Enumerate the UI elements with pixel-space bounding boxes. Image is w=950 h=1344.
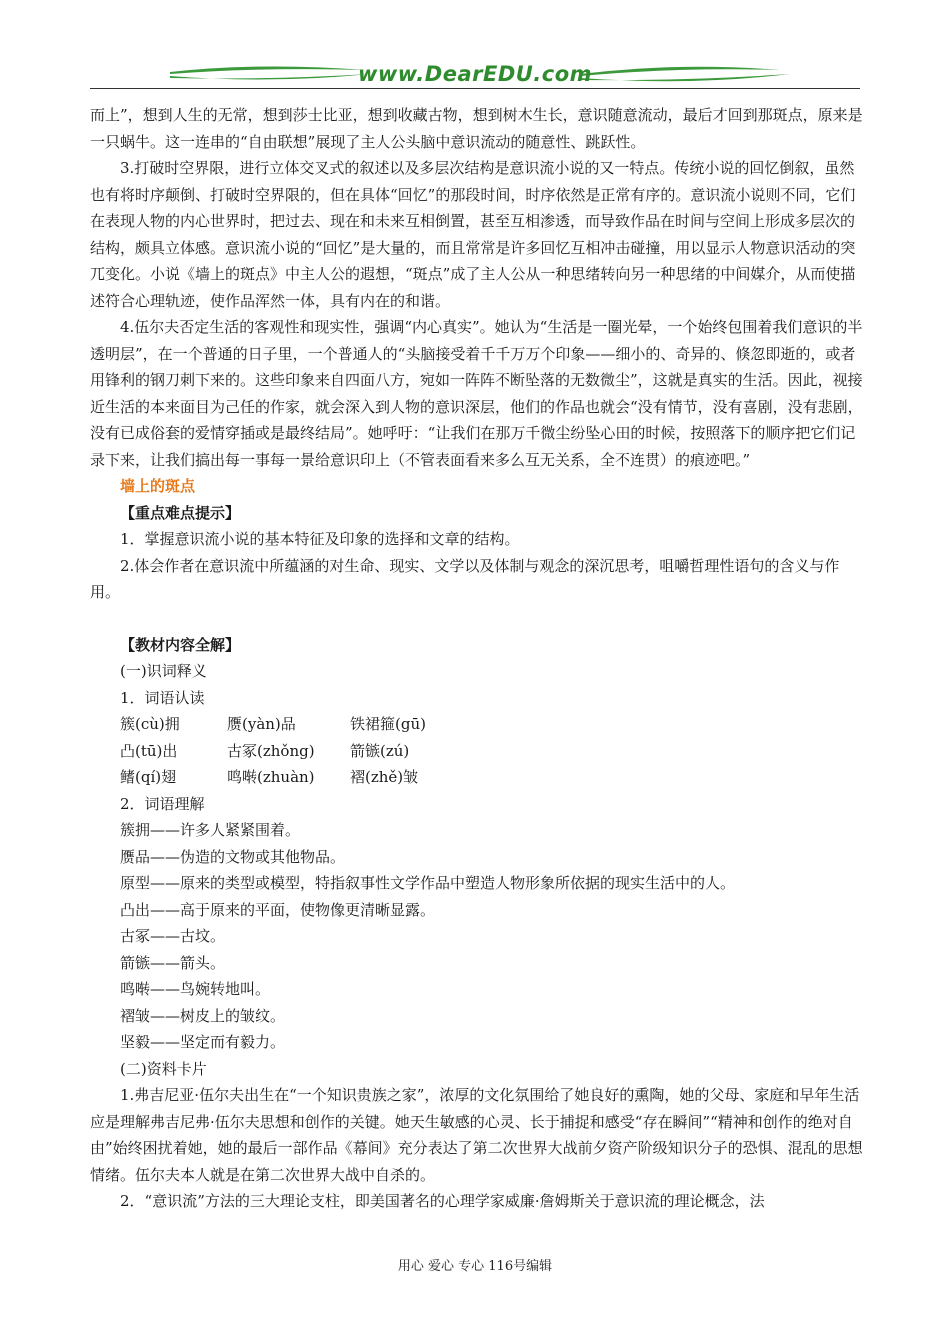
- key-point-item: 1．掌握意识流小说的基本特征及印象的选择和文章的结构。: [120, 530, 520, 548]
- info-card-paragraph: 2．“意识流”方法的三大理论支柱，即美国著名的心理学家威廉·詹姆斯关于意识流的理论概念，法: [120, 1192, 765, 1210]
- vocab-word: 褶(zhě)皱: [350, 768, 419, 786]
- subsection-info-card: (二)资料卡片: [120, 1059, 207, 1078]
- vocab-meaning: 凸出——高于原来的平面，使物像更清晰显露。: [120, 900, 436, 919]
- vocab-row: [90, 738, 865, 765]
- vocab-meaning: 簇拥——许多人紧紧围着。: [120, 821, 301, 839]
- vocab-meaning: 原型——原来的类型或模型，特指叙事性文学作品中塑造人物形象所依据的现实生活中的人。: [120, 874, 736, 892]
- info-card-paragraph: 1.弗吉尼亚·伍尔夫出生在“一个知识贵族之家”，浓厚的文化氛围给了她良好的熏陶，她的父母、家庭和早年生活应是理解弗吉尼弗·伍尔夫思想和创作的关键。她天生敏感的心灵、长于捕捉和感受“存在瞬间”“精神和创作的绝对自由”始终困扰着她，她的最后一部作品《幕间》充分表达了第二次世界大战前夕资产阶级知识分子的恐惧、混乱的思想情绪。伍尔夫本人就是在第二次世界大战中自杀的。: [90, 1086, 863, 1184]
- vocab-row: [90, 711, 865, 738]
- paragraph-point-3: 3.打破时空界限，进行立体交叉式的叙述以及多层次结构是意识流小说的又一特点。传统小说的回忆倒叙，虽然也有将时序颠倒、打破时空界限的，但在具体“回忆”的那段时间，时序依然是正常有序的。意识流小说则不同，它们在表现人物的内心世界时，把过去、现在和未来互相倒置，甚至互相渗透，而导致作品在时间与空间上形成多层次的结构，颇具立体感。意识流小说的“回忆”是大量的，而且常常是许多回忆互相冲击碰撞，用以显示人物意识活动的突兀变化。小说《墙上的斑点》中主人公的遐想，“斑点”成了主人公从一种思绪转向另一种思绪的中间媒介，从而使描述符合心理轨迹，使作品浑然一体，具有内在的和谐。: [90, 159, 856, 310]
- site-logo-text: www.DearEDU.com: [357, 62, 593, 86]
- header-rule: [90, 88, 860, 89]
- key-point-item: 2.体会作者在意识流中所蕴涵的对生命、现实、文学以及体制与观念的深沉思考，咀嚼哲理性语句的含义与作用。: [90, 556, 840, 601]
- vocab-word: 古冢(zhǒng): [227, 741, 315, 760]
- vocab-word: 鳍(qí)翅: [120, 768, 177, 786]
- vocab-meaning: 坚毅——坚定而有毅力。: [120, 1033, 286, 1051]
- vocab-reading-title: 1．词语认读: [120, 688, 205, 707]
- vocab-meaning: 褶皱——树皮上的皱纹。: [120, 1006, 286, 1025]
- section-title: 墙上的斑点: [120, 477, 196, 495]
- vocab-row: [90, 764, 865, 791]
- vocab-meaning: 古冢——古坟。: [120, 927, 226, 945]
- vocab-word: 箭镞(zú): [350, 741, 410, 760]
- subsection-vocab: (一)识词释义: [120, 662, 207, 680]
- paragraph-point-4: 4.伍尔夫否定生活的客观性和现实性，强调“内心真实”。她认为“生活是一圈光晕，一个始终包围着我们意识的半透明层”，在一个普通的日子里，一个普通人的“头脑接受着千千万万个印象——细小的、奇异的、倏忽即逝的，或者用锋利的钢刀刺下来的。这些印象来自四面八方，宛如一阵阵不断坠落的无数微尘”，这就是真实的生活。因此，视接近生活的本来面目为己任的作家，就会深入到人物的意识深层，他们的作品也就会“没有情节，没有喜剧，没有悲剧，没有已成俗套的爱情穿插或是最终结局”。她呼吁：“让我们在那万千微尘纷坠心田的时候，按照落下的顺序把它们记录下来，让我们搞出每一事每一景给意识印上（不管表面看来多么互无关系，全不连贯）的痕迹吧。”: [90, 318, 863, 469]
- spacer: [90, 606, 865, 632]
- vocab-meaning-title: 2．词语理解: [120, 794, 205, 813]
- vocab-word: 铁裙箍(gū): [350, 715, 426, 733]
- analysis-heading: 【教材内容全解】: [120, 635, 241, 654]
- vocab-word: 凸(tū)出: [120, 741, 178, 760]
- vocab-word: 簇(cù)拥: [120, 715, 180, 733]
- vocab-word: 鸣啭(zhuàn): [227, 768, 315, 786]
- page-header: [90, 58, 860, 90]
- vocab-meaning: 鸣啭——鸟婉转地叫。: [120, 980, 271, 998]
- vocab-word: 赝(yàn)品: [227, 715, 296, 733]
- vocab-meaning: 赝品——伪造的文物或其他物品。: [120, 847, 346, 866]
- page-footer: 用心 爱心 专心 116号编辑: [397, 1259, 553, 1274]
- key-points-heading: 【重点难点提示】: [120, 503, 241, 522]
- document-body: [90, 102, 865, 1215]
- vocab-meaning: 箭镞——箭头。: [120, 953, 226, 972]
- paragraph-continuation: 而上”，想到人生的无常，想到莎士比亚，想到收藏古物，想到树木生长，意识随意流动，最后才回到那斑点，原来是一只蜗牛。这一连串的“自由联想”展现了主人公头脑中意识流动的随意性、跳跃性。: [90, 106, 863, 151]
